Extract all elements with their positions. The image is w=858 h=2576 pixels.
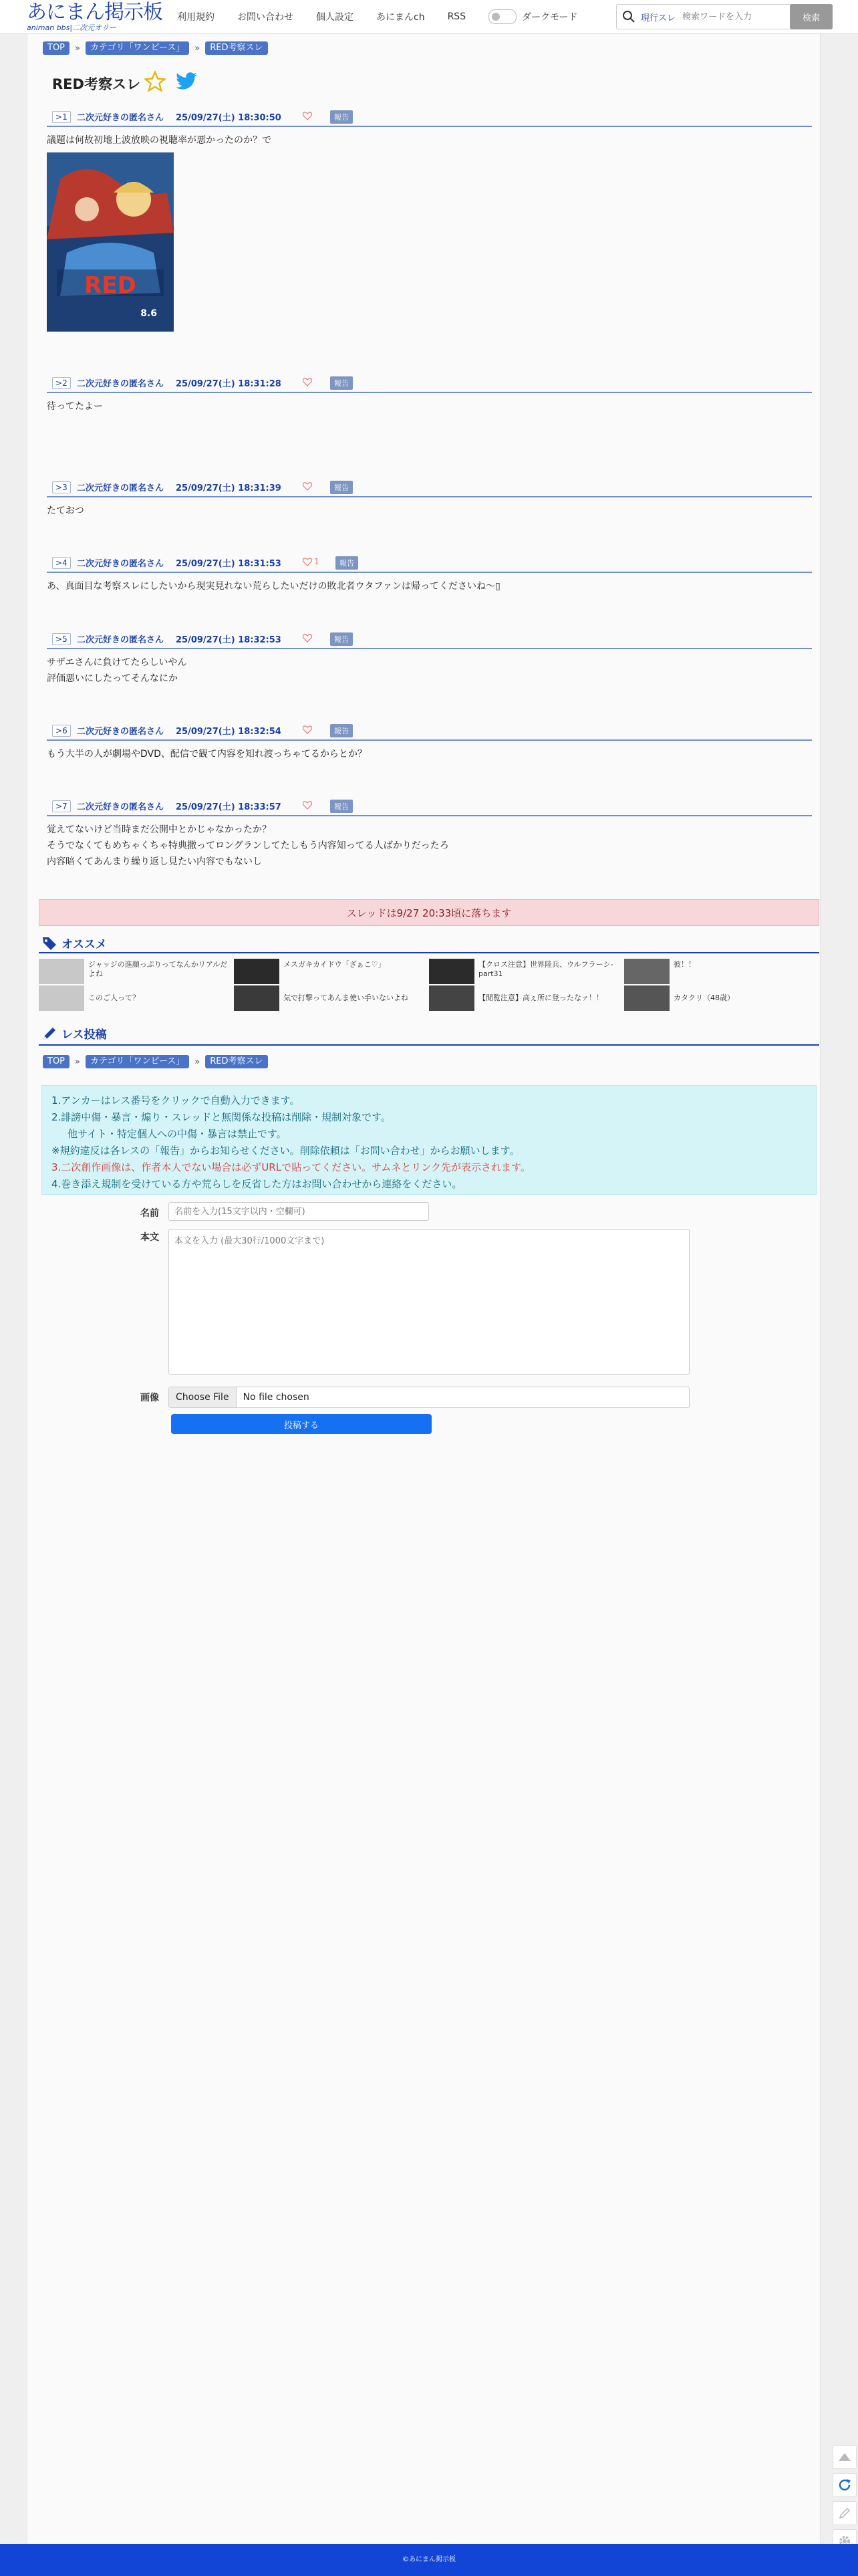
nav-contact[interactable]: お問い合わせ xyxy=(237,12,293,23)
post-author: 二次元好きの匿名さん xyxy=(77,113,164,123)
nav-terms[interactable]: 利用規約 xyxy=(177,12,214,23)
heart-icon[interactable] xyxy=(303,801,312,810)
arrow-up-icon xyxy=(838,2452,851,2462)
write-button[interactable] xyxy=(833,2501,857,2525)
breadcrumb-thread[interactable]: RED考察スレ xyxy=(205,41,267,55)
report-button[interactable]: 報告 xyxy=(330,724,353,737)
post-body xyxy=(47,822,812,870)
post-date: 25/09/27(土) 18:32:53 xyxy=(176,635,281,645)
recommend-column xyxy=(624,959,817,1012)
search-icon xyxy=(622,10,635,23)
post-header xyxy=(47,722,812,741)
recommend-column xyxy=(429,959,621,1012)
recommend-item-title: 彼！！ xyxy=(674,960,696,969)
recommend-item-title: 【閲覧注意】高ぇ所に登ったなァ！！ xyxy=(478,993,603,1002)
breadcrumb-separator: » xyxy=(194,1056,200,1067)
post-header xyxy=(47,374,812,393)
pen-icon xyxy=(838,2506,851,2520)
post-body xyxy=(47,132,812,337)
recommend-thumbnail xyxy=(39,959,84,984)
post xyxy=(47,798,812,870)
recommend-thumbnail xyxy=(234,959,279,984)
movie-poster-image[interactable] xyxy=(47,152,174,332)
post-header xyxy=(47,479,812,497)
post-line: 待ってたよー xyxy=(47,401,103,412)
posting-rules xyxy=(41,1085,817,1195)
svg-text:RED: RED xyxy=(84,272,136,299)
post-date: 25/09/27(土) 18:30:50 xyxy=(176,113,281,123)
post-number[interactable]: >4 xyxy=(52,557,71,569)
post-author: 二次元好きの匿名さん xyxy=(77,727,164,737)
post-number[interactable]: >1 xyxy=(52,111,71,123)
nav-rss[interactable]: RSS xyxy=(447,11,466,22)
search-input[interactable] xyxy=(681,11,784,23)
post xyxy=(47,108,812,337)
section-divider xyxy=(39,1044,819,1046)
post-line: あ、真面目な考察スレにしたいから現実見れない荒らしたいだけの敗北者ウタファンは帰ってくださいね〜▯ xyxy=(47,581,500,592)
body-textarea[interactable] xyxy=(168,1229,690,1375)
star-icon[interactable] xyxy=(144,70,166,93)
rule-line: 2.誹謗中傷・暴言・煽り・スレッドと無関係な投稿は削除・規制対象です。 xyxy=(51,1111,391,1123)
rule-line: 1.アンカーはレス番号をクリックで自動入力できます。 xyxy=(51,1094,300,1106)
main-nav xyxy=(177,0,578,33)
name-label: 名前 xyxy=(140,1208,159,1219)
post-line: 覚えてないけど当時まだ公開中とかじゃなかったか？ xyxy=(47,824,271,835)
twitter-icon[interactable] xyxy=(175,72,198,92)
scroll-top-button[interactable] xyxy=(833,2445,857,2469)
search-scope[interactable]: 現行スレ xyxy=(641,13,676,23)
pen-icon xyxy=(41,1026,57,1042)
post-author: 二次元好きの匿名さん xyxy=(77,559,164,569)
site-footer: ©あにまん掲示板 xyxy=(0,2544,858,2576)
heart-icon[interactable] xyxy=(303,112,312,120)
post-date: 25/09/27(土) 18:32:54 xyxy=(176,727,281,737)
report-button[interactable]: 報告 xyxy=(335,556,358,570)
recommend-item[interactable] xyxy=(39,985,231,1012)
heart-icon[interactable] xyxy=(303,558,312,566)
rule-line: 他サイト・特定個人への中傷・暴言は禁止です。 xyxy=(67,1128,287,1140)
breadcrumb-category[interactable]: カテゴリ「ワンピース」 xyxy=(86,41,189,55)
recommend-item[interactable] xyxy=(234,959,426,985)
post-header xyxy=(47,554,812,573)
post-header xyxy=(47,630,812,649)
breadcrumb-top[interactable]: TOP xyxy=(43,1055,69,1068)
thread-title: RED考察スレ xyxy=(52,76,140,92)
post-number[interactable]: >3 xyxy=(52,481,71,493)
rule-line: ※規約違反は各レスの「報告」からお知らせください。削除依頼は「お問い合わせ」からお願いします。 xyxy=(51,1145,520,1157)
nav-settings[interactable]: 個人設定 xyxy=(316,12,353,23)
recommend-item[interactable] xyxy=(234,985,426,1012)
post-date: 25/09/27(土) 18:31:39 xyxy=(176,483,281,493)
recommend-item-title: メスガキカイドウ「ざぁこ♡」 xyxy=(283,960,386,969)
site-logo[interactable] xyxy=(27,1,167,32)
recommend-item[interactable] xyxy=(39,959,231,985)
post-number[interactable]: >5 xyxy=(52,633,71,645)
post-line: 議題は何故初地上波放映の視聴率が悪かったのか？で xyxy=(47,135,271,146)
recommend-thumbnail xyxy=(429,959,474,984)
image-file-input[interactable] xyxy=(168,1387,690,1408)
post-author: 二次元好きの匿名さん xyxy=(77,379,164,389)
post-line: たておつ xyxy=(47,505,84,516)
report-button[interactable]: 報告 xyxy=(330,800,353,813)
recommend-item[interactable] xyxy=(624,985,817,1012)
breadcrumb-category[interactable]: カテゴリ「ワンピース」 xyxy=(86,1055,189,1068)
recommend-thumbnail xyxy=(39,985,84,1011)
recommend-item-title: ジャッジの進顔っぷりってなんかリアルだよね xyxy=(88,960,228,978)
post-author: 二次元好きの匿名さん xyxy=(77,483,164,493)
recommend-item[interactable] xyxy=(429,985,621,1012)
recommend-item-title: このご人って？ xyxy=(88,993,140,1002)
post xyxy=(47,630,812,687)
post-form-title: レス投稿 xyxy=(61,1028,107,1042)
post-header xyxy=(47,108,812,127)
recommend-thumbnail xyxy=(624,959,670,984)
post xyxy=(47,554,812,594)
breadcrumb-separator: » xyxy=(75,1056,80,1067)
post-date: 25/09/27(土) 18:31:53 xyxy=(176,559,281,569)
recommend-thumbnail xyxy=(234,985,279,1011)
post-line: サザエさんに負けてたらしいやん xyxy=(47,657,187,668)
breadcrumb xyxy=(43,1055,268,1068)
rule-line: 3.二次創作画像は、作者本人でない場合は必ずURLで貼ってください。サムネとリンク先が表示されます。 xyxy=(51,1161,531,1173)
body-label: 本文 xyxy=(140,1232,159,1243)
submit-button[interactable]: 投稿する xyxy=(171,1414,432,1434)
image-label: 画像 xyxy=(140,1393,159,1403)
post-line: そうでなくてもめちゃくちゃ特典撒ってロングランしてたしもう内容知ってる人ばかりだったろ xyxy=(47,840,449,851)
recommend-item-title: カタクリ（48歳） xyxy=(674,993,734,1002)
recommend-heading xyxy=(41,935,107,951)
post-body xyxy=(47,655,812,687)
heart-icon[interactable] xyxy=(303,378,312,386)
report-button[interactable]: 報告 xyxy=(330,110,353,124)
report-button[interactable]: 報告 xyxy=(330,376,353,390)
post-author: 二次元好きの匿名さん xyxy=(77,635,164,645)
post-date: 25/09/27(土) 18:31:28 xyxy=(176,379,281,389)
search-button[interactable]: 検索 xyxy=(790,4,833,29)
post-line: 内容暗くてあんまり繰り返し見たい内容でもないし xyxy=(47,856,262,867)
post-author: 二次元好きの匿名さん xyxy=(77,802,164,812)
post-body xyxy=(47,746,812,762)
report-button[interactable]: 報告 xyxy=(330,632,353,646)
reload-button[interactable] xyxy=(833,2473,857,2497)
post xyxy=(47,722,812,762)
choose-file-button[interactable]: Choose File xyxy=(169,1387,237,1407)
breadcrumb-separator: » xyxy=(194,43,200,53)
recommend-column xyxy=(234,959,426,1012)
post xyxy=(47,479,812,519)
post-body xyxy=(47,398,812,415)
post-body xyxy=(47,578,812,594)
post-line: 評価悪いにしたってそんなにか xyxy=(47,673,178,684)
post-date: 25/09/27(土) 18:33:57 xyxy=(176,802,281,812)
search-bar xyxy=(616,4,833,29)
post-header xyxy=(47,798,812,816)
rule-line: 4.巻き添え規制を受けている方や荒らしを反省した方はお問い合わせから連絡をください。 xyxy=(51,1178,462,1190)
dark-mode-toggle[interactable] xyxy=(488,9,517,24)
logo-subtitle: animan bbs|二次元オリー xyxy=(27,23,117,32)
recommend-thumbnail xyxy=(429,985,474,1011)
heart-icon[interactable] xyxy=(303,634,312,642)
logo-title: あにまん掲示板 xyxy=(27,1,162,24)
heart-icon[interactable] xyxy=(303,482,312,491)
breadcrumb-thread[interactable]: RED考察スレ xyxy=(205,1055,267,1068)
thread-expire-notice: スレッドは9/27 20:33頃に落ちます xyxy=(39,899,819,926)
file-status: No file chosen xyxy=(243,1392,309,1403)
recommend-column xyxy=(39,959,231,1012)
dark-mode-label: ダークモード xyxy=(522,12,578,23)
recommend-item-title: 【クロス注意】世界陸兵、ウルフラーシ-part31 xyxy=(478,960,613,978)
section-divider xyxy=(39,952,819,953)
post xyxy=(47,374,812,415)
recommend-title: オススメ xyxy=(61,938,107,951)
recommend-item[interactable] xyxy=(624,959,817,985)
report-button[interactable]: 報告 xyxy=(330,481,353,494)
post-number[interactable]: >2 xyxy=(52,377,71,389)
reload-icon xyxy=(837,2478,852,2492)
nav-animanch[interactable]: あにまんch xyxy=(376,12,425,23)
tag-icon xyxy=(41,936,57,951)
recommend-item[interactable] xyxy=(429,959,621,985)
like-count: 1 xyxy=(314,557,319,566)
post-number[interactable]: >6 xyxy=(52,725,71,737)
breadcrumb xyxy=(43,41,268,55)
breadcrumb-top[interactable]: TOP xyxy=(43,41,69,55)
svg-text:8.6: 8.6 xyxy=(140,308,157,319)
breadcrumb-separator: » xyxy=(75,43,80,53)
post-line: もう大半の人が劇場やDVD、配信で観て内容を知れ渡っちゃてるからとか？ xyxy=(47,749,367,759)
post-body xyxy=(47,503,812,519)
post-form-heading xyxy=(41,1025,107,1042)
recommend-thumbnail xyxy=(624,985,670,1011)
recommend-item-title: 気で打撃ってあんま使い手いないよね xyxy=(283,993,408,1002)
site-header xyxy=(0,0,858,34)
name-input[interactable] xyxy=(168,1202,429,1221)
heart-icon[interactable] xyxy=(303,725,312,734)
post-number[interactable]: >7 xyxy=(52,800,71,812)
